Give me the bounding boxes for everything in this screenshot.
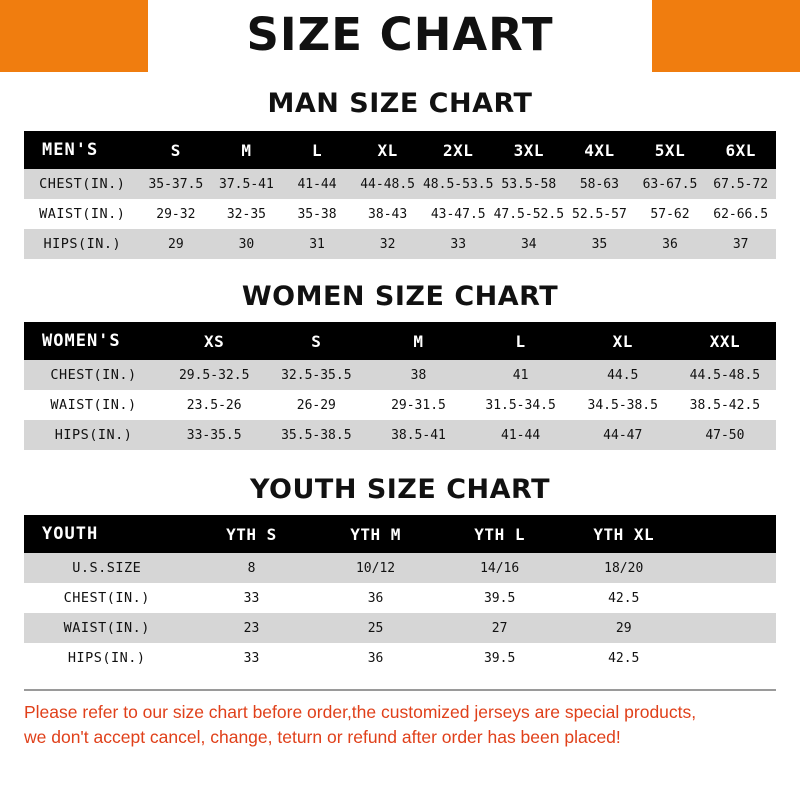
youth-header-0: YOUTH	[24, 515, 189, 553]
women-cell-0-3: 41	[470, 360, 572, 390]
women-header-6: XXL	[674, 322, 776, 360]
man-row-2-label: HIPS(IN.)	[24, 229, 141, 259]
man-cell-2-8: 37	[705, 229, 776, 259]
man-header-0: MEN'S	[24, 131, 141, 169]
youth-cell-1-1: 36	[314, 583, 438, 613]
youth-cell-2-1: 25	[314, 613, 438, 643]
youth-row-0-label: U.S.SIZE	[24, 553, 189, 583]
women-cell-2-3: 41-44	[470, 420, 572, 450]
youth-header-4: YTH XL	[562, 515, 686, 553]
women-size-table	[24, 322, 776, 450]
man-table-head	[24, 131, 776, 169]
man-cell-0-0: 35-37.5	[141, 169, 212, 199]
youth-cell-2-3: 29	[562, 613, 686, 643]
youth-cell-3-1: 36	[314, 643, 438, 673]
man-cell-2-3: 32	[352, 229, 423, 259]
youth-cell-0-4	[686, 553, 776, 583]
youth-header-2: YTH M	[314, 515, 438, 553]
youth-cell-3-4	[686, 643, 776, 673]
man-row-0-label: CHEST(IN.)	[24, 169, 141, 199]
women-cell-0-4: 44.5	[572, 360, 674, 390]
man-header-1: S	[141, 131, 212, 169]
youth-section-title: YOUTH SIZE CHART	[249, 474, 551, 505]
man-cell-2-6: 35	[564, 229, 635, 259]
youth-cell-3-3: 42.5	[562, 643, 686, 673]
youth-size-table	[24, 515, 776, 673]
women-cell-2-0: 33-35.5	[163, 420, 265, 450]
man-header-8: 5XL	[635, 131, 706, 169]
women-header-2: S	[265, 322, 367, 360]
table-row	[24, 553, 776, 583]
man-cell-1-3: 38-43	[352, 199, 423, 229]
man-header-3: L	[282, 131, 353, 169]
women-cell-1-0: 23.5-26	[163, 390, 265, 420]
youth-cell-0-2: 14/16	[438, 553, 562, 583]
table-row	[24, 199, 776, 229]
women-cell-1-1: 26-29	[265, 390, 367, 420]
women-header-4: L	[470, 322, 572, 360]
youth-header-1: YTH S	[189, 515, 313, 553]
table-header-row	[24, 515, 776, 553]
table-row	[24, 229, 776, 259]
man-section-title: MAN SIZE CHART	[267, 88, 533, 119]
man-header-7: 4XL	[564, 131, 635, 169]
header-banner-inner	[148, 0, 652, 72]
youth-cell-1-2: 39.5	[438, 583, 562, 613]
man-cell-0-7: 63-67.5	[635, 169, 706, 199]
man-cell-2-1: 30	[211, 229, 282, 259]
policy-note-line-2: we don't accept cancel, change, teturn or refund after order has been placed!	[24, 727, 621, 748]
man-header-4: XL	[352, 131, 423, 169]
table-row	[24, 169, 776, 199]
man-cell-1-2: 35-38	[282, 199, 353, 229]
man-cell-0-3: 44-48.5	[352, 169, 423, 199]
chart-content	[0, 88, 800, 673]
women-row-1-label: WAIST(IN.)	[24, 390, 163, 420]
youth-table-body	[24, 553, 776, 673]
policy-note	[24, 689, 776, 751]
youth-cell-3-0: 33	[189, 643, 313, 673]
policy-note-line-1: Please refer to our size chart before order,the customized jerseys are special products,	[24, 702, 697, 722]
table-row	[24, 613, 776, 643]
man-cell-0-8: 67.5-72	[705, 169, 776, 199]
table-row	[24, 643, 776, 673]
table-row	[24, 390, 776, 420]
man-cell-2-2: 31	[282, 229, 353, 259]
man-cell-2-5: 34	[494, 229, 565, 259]
women-cell-0-2: 38	[367, 360, 469, 390]
youth-cell-0-3: 18/20	[562, 553, 686, 583]
man-cell-0-5: 53.5-58	[494, 169, 565, 199]
man-cell-1-0: 29-32	[141, 199, 212, 229]
women-table-head	[24, 322, 776, 360]
youth-cell-0-0: 8	[189, 553, 313, 583]
women-row-2-label: HIPS(IN.)	[24, 420, 163, 450]
table-row	[24, 360, 776, 390]
man-header-6: 3XL	[494, 131, 565, 169]
women-cell-2-5: 47-50	[674, 420, 776, 450]
youth-cell-3-2: 39.5	[438, 643, 562, 673]
women-cell-1-4: 34.5-38.5	[572, 390, 674, 420]
man-cell-1-6: 52.5-57	[564, 199, 635, 229]
women-cell-0-5: 44.5-48.5	[674, 360, 776, 390]
man-header-9: 6XL	[705, 131, 776, 169]
women-header-1: XS	[163, 322, 265, 360]
youth-header-3: YTH L	[438, 515, 562, 553]
women-cell-0-1: 32.5-35.5	[265, 360, 367, 390]
man-cell-0-2: 41-44	[282, 169, 353, 199]
youth-header-5	[686, 515, 776, 553]
youth-row-3-label: HIPS(IN.)	[24, 643, 189, 673]
man-header-5: 2XL	[423, 131, 494, 169]
youth-cell-2-2: 27	[438, 613, 562, 643]
youth-row-2-label: WAIST(IN.)	[24, 613, 189, 643]
women-cell-1-3: 31.5-34.5	[470, 390, 572, 420]
women-cell-2-1: 35.5-38.5	[265, 420, 367, 450]
man-row-1-label: WAIST(IN.)	[24, 199, 141, 229]
women-header-5: XL	[572, 322, 674, 360]
page-title: SIZE CHART	[246, 8, 554, 61]
youth-cell-2-0: 23	[189, 613, 313, 643]
women-cell-1-5: 38.5-42.5	[674, 390, 776, 420]
man-cell-1-4: 43-47.5	[423, 199, 494, 229]
youth-cell-1-0: 33	[189, 583, 313, 613]
women-table-body	[24, 360, 776, 450]
youth-cell-1-4	[686, 583, 776, 613]
man-size-table	[24, 131, 776, 259]
man-cell-2-4: 33	[423, 229, 494, 259]
youth-cell-1-3: 42.5	[562, 583, 686, 613]
women-section-title: WOMEN SIZE CHART	[241, 281, 559, 312]
youth-table-head	[24, 515, 776, 553]
women-cell-2-2: 38.5-41	[367, 420, 469, 450]
man-cell-1-5: 47.5-52.5	[494, 199, 565, 229]
man-cell-1-8: 62-66.5	[705, 199, 776, 229]
header-banner	[0, 0, 800, 72]
man-cell-0-6: 58-63	[564, 169, 635, 199]
youth-cell-2-4	[686, 613, 776, 643]
table-row	[24, 420, 776, 450]
youth-row-1-label: CHEST(IN.)	[24, 583, 189, 613]
women-cell-2-4: 44-47	[572, 420, 674, 450]
man-cell-1-7: 57-62	[635, 199, 706, 229]
man-cell-1-1: 32-35	[211, 199, 282, 229]
women-header-0: WOMEN'S	[24, 322, 163, 360]
table-header-row	[24, 322, 776, 360]
man-cell-2-7: 36	[635, 229, 706, 259]
women-cell-0-0: 29.5-32.5	[163, 360, 265, 390]
man-cell-0-1: 37.5-41	[211, 169, 282, 199]
youth-cell-0-1: 10/12	[314, 553, 438, 583]
table-header-row	[24, 131, 776, 169]
man-cell-2-0: 29	[141, 229, 212, 259]
man-header-2: M	[211, 131, 282, 169]
man-cell-0-4: 48.5-53.5	[423, 169, 494, 199]
women-row-0-label: CHEST(IN.)	[24, 360, 163, 390]
women-cell-1-2: 29-31.5	[367, 390, 469, 420]
women-header-3: M	[367, 322, 469, 360]
table-row	[24, 583, 776, 613]
man-table-body	[24, 169, 776, 259]
